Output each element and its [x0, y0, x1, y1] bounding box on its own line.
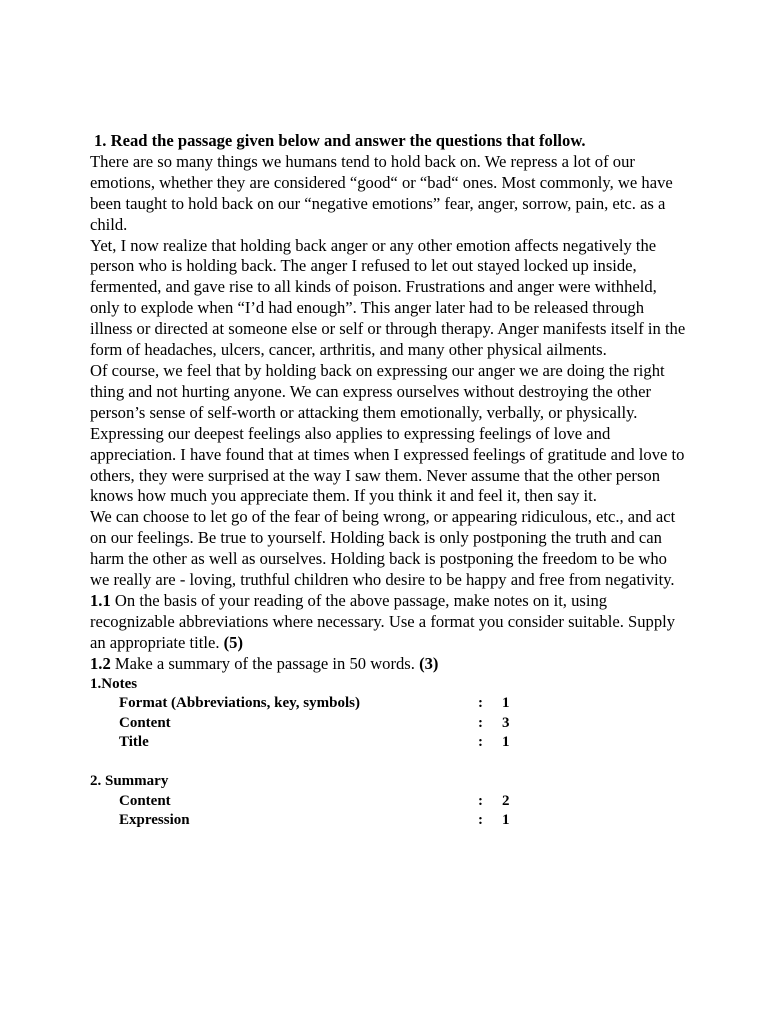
- question-number: 1.2: [90, 653, 111, 673]
- scheme-row-marks: 1: [502, 734, 510, 751]
- scheme-row-colon: :: [478, 714, 483, 731]
- scheme-row-label: Title: [119, 734, 149, 751]
- passage-paragraph: There are so many things we humans tend to hold back on. We repress a lot of our emotions, whether they are considered “good“ or “bad“ ones. Most commonly, we have been taught to hold back on our “negative emotions” fear, anger, sorrow, pain, etc. as a child.: [90, 151, 673, 234]
- scheme-row-marks: 2: [502, 792, 510, 809]
- scheme-row: [90, 694, 690, 714]
- scheme-row-label: Content: [119, 792, 171, 809]
- question-marks: (3): [419, 653, 439, 673]
- scheme-row-marks: 1: [502, 695, 510, 712]
- document-content: [90, 131, 690, 831]
- spacer: [90, 753, 690, 772]
- question-marks: (5): [223, 632, 243, 652]
- passage: [90, 152, 690, 591]
- scheme-row-colon: :: [478, 695, 483, 712]
- scheme-notes-title: 1.Notes: [90, 675, 138, 692]
- scheme-row-colon: :: [478, 792, 483, 809]
- scheme-row: [90, 792, 690, 812]
- passage-paragraph: Expressing our deepest feelings also applies to expressing feelings of love and appreciation. I have found that at times when I expressed feelings of gratitude and love to others, they were surprised at the way I saw them. Never assume that the other person knows how much you appreciate them. If you think it and feel it, then say it.: [90, 423, 685, 506]
- scheme-row-label: Expression: [119, 812, 190, 829]
- question-text: Make a summary of the passage in 50 words.: [110, 653, 420, 673]
- scheme-row: [90, 733, 690, 753]
- scheme-row-label: Format (Abbreviations, key, symbols): [119, 695, 360, 712]
- scheme-row-colon: :: [478, 734, 483, 751]
- passage-paragraph: We can choose to let go of the fear of being wrong, or appearing ridiculous, etc., and act on our feelings. Be true to yourself. Holding back is only postponing the truth and can harm the other as well as ourselves. Holding back is postponing the freedom to be who we really are - loving, truthful children who desire to be happy and free from negativity.: [90, 507, 676, 590]
- passage-paragraph: Of course, we feel that by holding back on expressing our anger we are doing the right thing and not hurting anyone. We can express ourselves without destroying the other person’s sense of self-worth or attacking them emotionally, verbally, or physically.: [90, 360, 665, 422]
- question-number: 1.1: [90, 590, 111, 610]
- passage-paragraph: Yet, I now realize that holding back anger or any other emotion affects negatively the person who is holding back. The anger I refused to let out stayed locked up inside, fermented, and gave rise to all kinds of poison. Frustrations and anger were withheld, only to explode when “I’d had enough”. This anger later had to be released through illness or directed at someone else or self or through therapy. Anger manifests itself in the form of headaches, ulcers, cancer, arthritis, and many other physical ailments.: [90, 235, 686, 360]
- question-1-1: [90, 591, 690, 654]
- scheme-summary-title: 2. Summary: [90, 772, 169, 789]
- marking-scheme: [90, 675, 690, 831]
- scheme-row: [90, 714, 690, 734]
- scheme-row-label: Content: [119, 714, 171, 731]
- question-heading: 1. Read the passage given below and answer the questions that follow.: [94, 131, 586, 150]
- scheme-row-marks: 1: [502, 812, 510, 829]
- scheme-row-marks: 3: [502, 714, 510, 731]
- question-text: On the basis of your reading of the above passage, make notes on it, using recognizable abbreviations where necessary. Use a format you consider suitable. Supply an appropriate title.: [90, 590, 676, 652]
- scheme-row-colon: :: [478, 812, 483, 829]
- scheme-row: [90, 811, 690, 831]
- question-1-2: [90, 654, 690, 675]
